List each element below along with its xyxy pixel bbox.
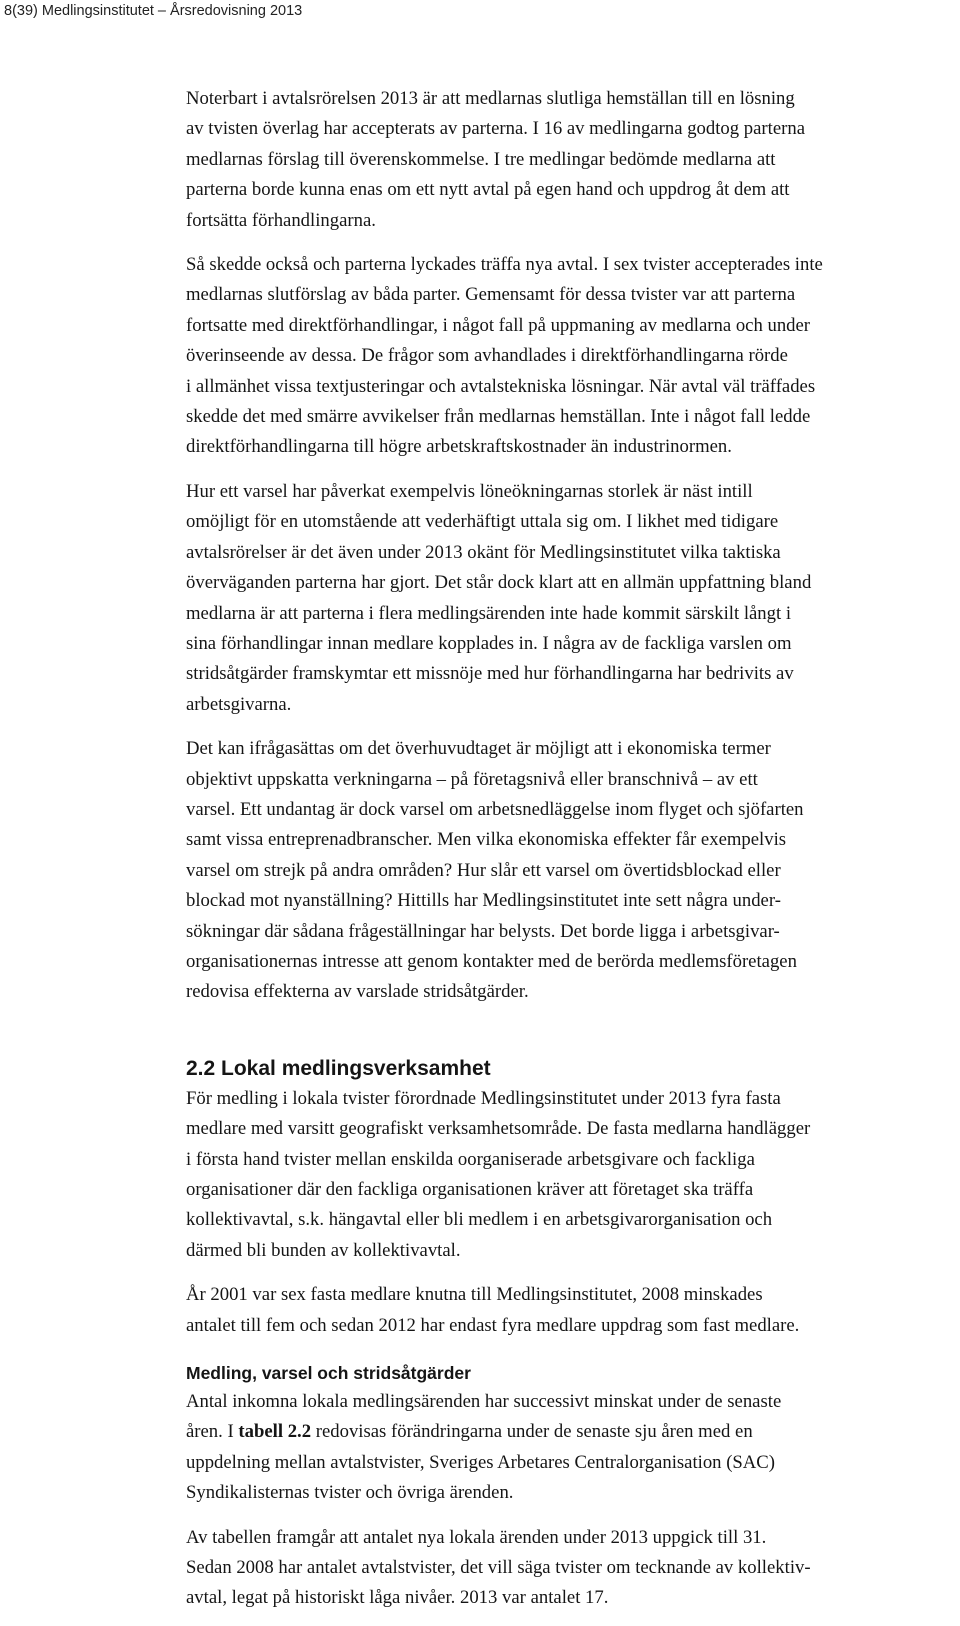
text-line: fortsätta förhandlingarna.	[186, 209, 376, 231]
text-line: Syndikalisternas tvister och övriga ärenden.	[186, 1482, 514, 1504]
paragraph	[186, 250, 950, 463]
text-line: sina förhandlingar innan medlare kopplades in. I några av de fackliga varslen om	[186, 632, 792, 654]
table-reference: tabell 2.2	[238, 1421, 312, 1443]
text-line: samt vissa entreprenadbranscher. Men vilka ekonomiska effekter får exempelvis	[186, 829, 787, 851]
text-line: varsel. Ett undantag är dock varsel om arbetsnedläggelse inom flyget och sjöfarten	[186, 798, 804, 820]
text-line: avtal, legat på historiskt låga nivåer. 2013 var antalet 17.	[186, 1587, 609, 1609]
text-line: parterna borde kunna enas om ett nytt avtal på egen hand och uppdrog åt dem att	[186, 179, 790, 201]
paragraph	[186, 84, 950, 236]
text-line: Så skedde också och parterna lyckades träffa nya avtal. I sex tvister accepterades inte	[186, 254, 823, 276]
text-line: medlare med varsitt geografiskt verksamhetsområde. De fasta medlarna handlägger	[186, 1118, 811, 1140]
text-line: skedde det med smärre avvikelser från medlarnas hemställan. Inte i något fall ledde	[186, 406, 811, 428]
text-line: överväganden parterna har gjort. Det står dock klart att en allmän uppfattning bland	[186, 572, 812, 594]
paragraph	[186, 477, 950, 720]
text-line: antalet till fem och sedan 2012 har endast fyra medlare uppdrag som fast medlare.	[186, 1314, 800, 1336]
paragraph	[186, 734, 950, 1008]
text-line: medlarnas slutförslag av båda parter. Gemensamt för dessa tvister var att parterna	[186, 284, 796, 306]
text-line: Antal inkomna lokala medlingsärenden har successivt minskat under de senaste	[186, 1391, 782, 1413]
text-line: För medling i lokala tvister förordnade Medlingsinstitutet under 2013 fyra fasta	[186, 1087, 781, 1109]
paragraph	[186, 1084, 950, 1266]
page-header: 8(39) Medlingsinstitutet – Årsredovisning 2013	[4, 3, 303, 19]
text-line: organisationer där den fackliga organisationen kräver att företaget ska träffa	[186, 1179, 754, 1200]
text-fragment: åren. I	[186, 1421, 239, 1443]
text-line: Noterbart i avtalsrörelsen 2013 är att medlarnas slutliga hemställan till en lösning	[186, 88, 795, 109]
paragraph	[186, 1280, 950, 1341]
text-line: i allmänhet vissa textjusteringar och avtalstekniska lösningar. När avtal väl träffades	[186, 375, 816, 397]
text-line: medlarna är att parterna i flera medlingsärenden inte hade kommit särskilt långt i	[186, 602, 792, 624]
text-line: av tvisten överlag har accepterats av parterna. I 16 av medlingarna godtog parterna	[186, 118, 806, 140]
text-line	[186, 1417, 950, 1447]
text-line: omöjligt för en utomstående att vederhäftigt uttala sig om. I likhet med tidigare	[186, 511, 779, 533]
paragraph	[186, 1387, 950, 1509]
subsection-heading: Medling, varsel och stridsåtgärder	[186, 1363, 471, 1384]
text-line: uppdelning mellan avtalstvister, Sveriges Arbetares Centralorganisation (SAC)	[186, 1451, 775, 1473]
text-line: Sedan 2008 har antalet avtalstvister, det vill säga tvister om tecknande av kollektiv-	[186, 1557, 811, 1579]
text-line: därmed bli bunden av kollektivavtal.	[186, 1239, 461, 1261]
document-body	[186, 84, 950, 1614]
text-line: organisationernas intresse att genom kontakter med de berörda medlemsföretagen	[186, 950, 797, 972]
text-line: sökningar där sådana frågeställningar har belysts. Det borde ligga i arbetsgivar-	[186, 920, 780, 942]
section-heading: 2.2 Lokal medlingsverksamhet	[186, 1056, 491, 1080]
text-line: Hur ett varsel har påverkat exempelvis löneökningarnas storlek är näst intill	[186, 480, 753, 502]
text-line: direktförhandlingarna till högre arbetskraftskostnader än industrinormen.	[186, 436, 732, 458]
text-line: stridsåtgärder framskymtar ett missnöje med hur förhandlingarna har bedrivits av	[186, 663, 794, 685]
text-line: avtalsrörelser är det även under 2013 okänt för Medlingsinstitutet vilka taktiska	[186, 541, 781, 563]
text-line: Av tabellen framgår att antalet nya lokala ärenden under 2013 uppgick till 31.	[186, 1526, 767, 1548]
text-line: i första hand tvister mellan enskilda oorganiserade arbetsgivare och fackliga	[186, 1148, 755, 1170]
paragraph	[186, 1523, 950, 1614]
text-line: fortsatte med direktförhandlingar, i något fall på uppmaning av medlarna och under	[186, 314, 811, 336]
text-line: överinseende av dessa. De frågor som avhandlades i direktförhandlingarna rörde	[186, 345, 788, 367]
text-line: Det kan ifrågasättas om det överhuvudtaget är möjligt att i ekonomiska termer	[186, 738, 771, 760]
text-line: varsel om strejk på andra områden? Hur slår ett varsel om övertidsblockad eller	[186, 859, 781, 881]
text-line: kollektivavtal, s.k. hängavtal eller bli medlem i en arbetsgivarorganisation och	[186, 1209, 773, 1231]
text-line: År 2001 var sex fasta medlare knutna till Medlingsinstitutet, 2008 minskades	[186, 1284, 763, 1306]
text-line: medlarnas förslag till överenskommelse. I tre medlingar bedömde medlarna att	[186, 148, 776, 170]
text-line: objektivt uppskatta verkningarna – på företagsnivå eller branschnivå – av ett	[186, 768, 758, 790]
text-fragment: redovisas förändringarna under de senaste sju åren med en	[311, 1421, 753, 1443]
text-line: arbetsgivarna.	[186, 693, 292, 715]
text-line: blockad mot nyanställning? Hittills har Medlingsinstitutet inte sett några under-	[186, 890, 781, 912]
text-line: redovisa effekterna av varslade stridsåtgärder.	[186, 981, 529, 1003]
